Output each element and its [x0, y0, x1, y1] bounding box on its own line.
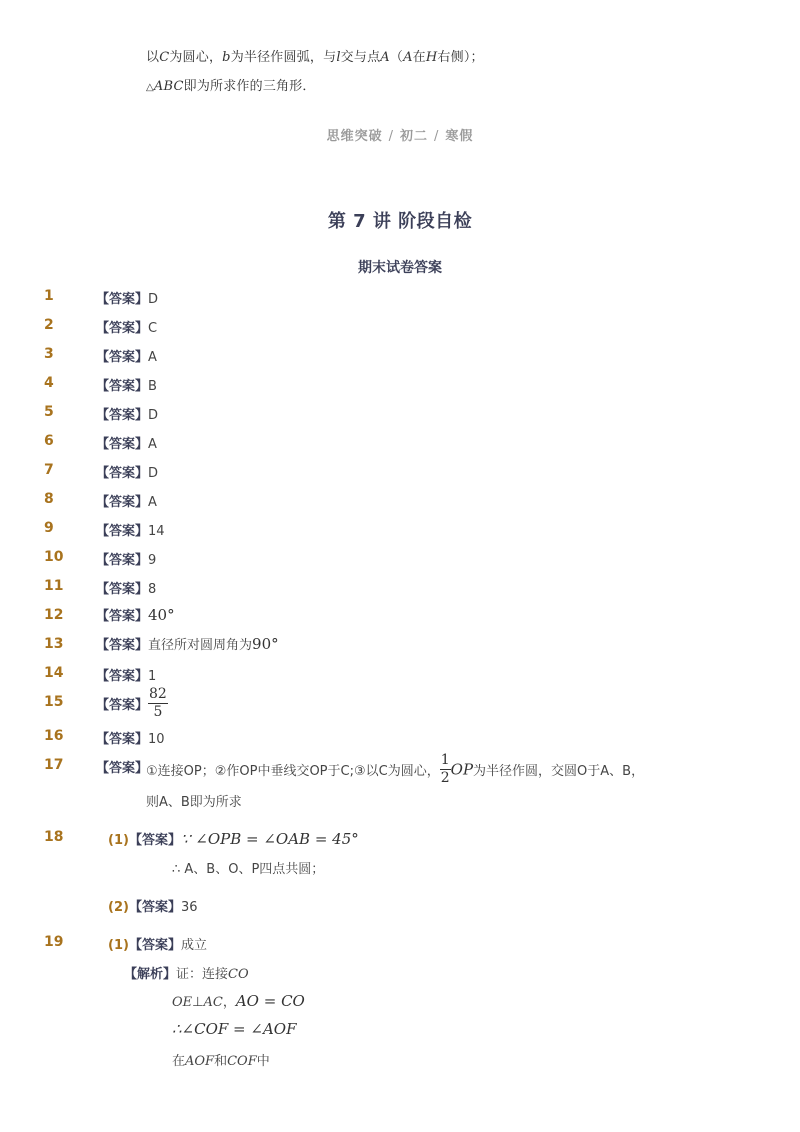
answer-17-line-2: 则A、B即为所求 [146, 795, 242, 810]
text: 右侧）； [437, 50, 484, 65]
question-number: 19 [44, 934, 64, 950]
analysis-text: 证：连接 [176, 967, 229, 982]
answer-value: D [148, 466, 159, 481]
text: 即为所求作的三角形． [183, 79, 316, 94]
question-number: 9 [44, 520, 54, 536]
question-number: 1 [44, 288, 54, 304]
var-a: A [380, 50, 390, 65]
answer-row [96, 634, 279, 653]
question-number: 4 [44, 375, 54, 391]
answer-text: 为半径作圆，交圆O于A、B， [473, 764, 645, 779]
answer-value: 8 [148, 582, 157, 597]
answer-row [96, 686, 168, 721]
answer-value: 9 [148, 553, 157, 568]
question-number: 2 [44, 317, 54, 333]
analysis-line-1 [124, 963, 249, 982]
answer-value: 10 [148, 732, 165, 747]
var-l: l [336, 50, 341, 65]
answer-label: 【答案】 [96, 321, 149, 336]
answer-row [96, 346, 157, 365]
answer-row [96, 404, 158, 423]
question-number: 17 [44, 757, 64, 773]
var-a: A [403, 50, 413, 65]
answer-value: 1 [148, 669, 157, 684]
answer-label: 【答案】 [96, 582, 149, 597]
answer-row [96, 605, 175, 624]
answer-label: 【答案】 [96, 466, 149, 481]
answer-row [96, 549, 156, 568]
answer-math: ∵ ∠OPB = ∠OAB = 45° [180, 830, 359, 848]
answer-row [96, 665, 156, 684]
answer-row [96, 491, 157, 510]
answer-18-part-2 [108, 896, 198, 915]
breadcrumb-item: 寒假 [445, 129, 474, 144]
answer-value-math: 90° [252, 635, 279, 653]
text: 以 [146, 50, 160, 65]
perp-symbol: ⊥ [192, 995, 204, 1010]
analysis-line-2 [172, 991, 305, 1010]
breadcrumb-item: 初二 [399, 129, 428, 144]
answer-value: 成立 [180, 938, 207, 953]
answer-18-part-1-line-2: ∴ A、B、O、P四点共圆； [172, 862, 325, 877]
fraction-denominator: 2 [440, 770, 450, 786]
fraction-numerator: 82 [149, 686, 167, 702]
answer-label: 【答案】 [96, 609, 149, 624]
answer-label: 【答案】 [96, 553, 149, 568]
answer-label: 【答案】 [96, 669, 149, 684]
answer-value: D [148, 292, 159, 307]
triangle-symbol: △ [146, 82, 154, 93]
part-label: (1) [108, 833, 129, 848]
part-label: (1) [108, 938, 129, 953]
math-var: COF [227, 1054, 257, 1069]
part-label: (2) [108, 900, 129, 915]
question-number: 16 [44, 728, 64, 744]
var-b: b [222, 50, 231, 65]
answer-label: 【答案】 [96, 732, 149, 747]
question-number: 7 [44, 462, 54, 478]
answer-value: B [148, 379, 157, 394]
breadcrumb-separator: / [388, 129, 394, 144]
answer-label: 【答案】 [96, 292, 149, 307]
answer-label: 【答案】 [96, 638, 149, 653]
math-var: AOF [185, 1054, 215, 1069]
answer-text: ①连接OP；②作OP中垂线交OP于C;③以C为圆心， [146, 764, 440, 779]
question-number: 13 [44, 636, 64, 652]
answer-row [96, 375, 157, 394]
fraction-numerator: 1 [440, 752, 450, 768]
answer-label: 【答案】 [128, 900, 181, 915]
breadcrumb-separator: / [434, 129, 440, 144]
text: （ [389, 50, 404, 65]
question-number: 6 [44, 433, 54, 449]
lecture-title: 第 7 讲 阶段自检 [327, 211, 473, 232]
analysis-line-4 [172, 1050, 270, 1069]
question-number: 18 [44, 829, 64, 845]
answer-value: 直径所对圆周角为 [148, 638, 253, 653]
text: 为圆心， [169, 50, 223, 65]
analysis-line-3: ∴∠COF = ∠AOF [172, 1020, 297, 1038]
answer-19-part-1 [108, 934, 207, 953]
analysis-text: 中 [256, 1054, 270, 1069]
answer-row [96, 520, 165, 539]
answer-18-part-1 [108, 829, 359, 848]
math-var: AC [203, 995, 223, 1010]
question-number: 8 [44, 491, 54, 507]
answer-row [96, 317, 157, 336]
text: 为半径作圆弧，与 [230, 50, 337, 65]
answer-17-line-1 [146, 752, 644, 787]
answer-row [96, 433, 157, 452]
analysis-label: 【解析】 [124, 967, 177, 982]
carryover-line-2 [146, 75, 316, 94]
answer-label: 【答案】 [128, 938, 181, 953]
answer-label: 【答案】 [96, 437, 149, 452]
answer-row [96, 462, 158, 481]
question-number: 12 [44, 607, 64, 623]
carryover-line-1 [146, 46, 484, 65]
answer-row [96, 578, 156, 597]
question-number: 10 [44, 549, 64, 565]
math-op: OP [450, 760, 474, 779]
breadcrumb [0, 125, 800, 144]
question-number: 11 [44, 578, 64, 594]
var-h: H [425, 50, 438, 65]
answer-label: 【答案】 [96, 761, 149, 776]
answer-value: A [148, 437, 157, 452]
analysis-text: ， [222, 995, 236, 1010]
breadcrumb-item: 思维突破 [326, 129, 383, 144]
section-title: 期末试卷答案 [358, 260, 442, 276]
answer-label: 【答案】 [96, 698, 149, 713]
answer-label: 【答案】 [96, 350, 149, 365]
answer-label: 【答案】 [96, 408, 149, 423]
question-number: 3 [44, 346, 54, 362]
answer-label-row [96, 757, 148, 776]
answer-value: 36 [180, 900, 198, 915]
text: 交与点 [340, 50, 381, 65]
answer-value: 14 [148, 524, 165, 539]
math-var: CO [228, 967, 249, 982]
answer-row [96, 288, 158, 307]
answer-label: 【答案】 [128, 833, 181, 848]
question-number: 15 [44, 694, 64, 710]
analysis-text: 在 [172, 1054, 186, 1069]
fraction [148, 686, 168, 721]
var-abc: ABC [153, 79, 184, 94]
answer-label: 【答案】 [96, 379, 149, 394]
question-number: 5 [44, 404, 54, 420]
question-number: 14 [44, 665, 64, 681]
analysis-math: AO = CO [235, 992, 305, 1010]
math-var: OE [172, 995, 193, 1010]
answer-value: A [148, 350, 157, 365]
answer-label: 【答案】 [96, 495, 149, 510]
var-c: C [159, 50, 170, 65]
analysis-text: 和 [214, 1054, 228, 1069]
text: 在 [412, 50, 426, 65]
fraction [440, 752, 451, 787]
answer-value: C [148, 321, 158, 336]
answer-label: 【答案】 [96, 524, 149, 539]
fraction-denominator: 5 [153, 704, 163, 720]
answer-value: A [148, 495, 157, 510]
answer-value-math: 40° [148, 606, 175, 624]
answer-row [96, 728, 165, 747]
answer-value: D [148, 408, 159, 423]
